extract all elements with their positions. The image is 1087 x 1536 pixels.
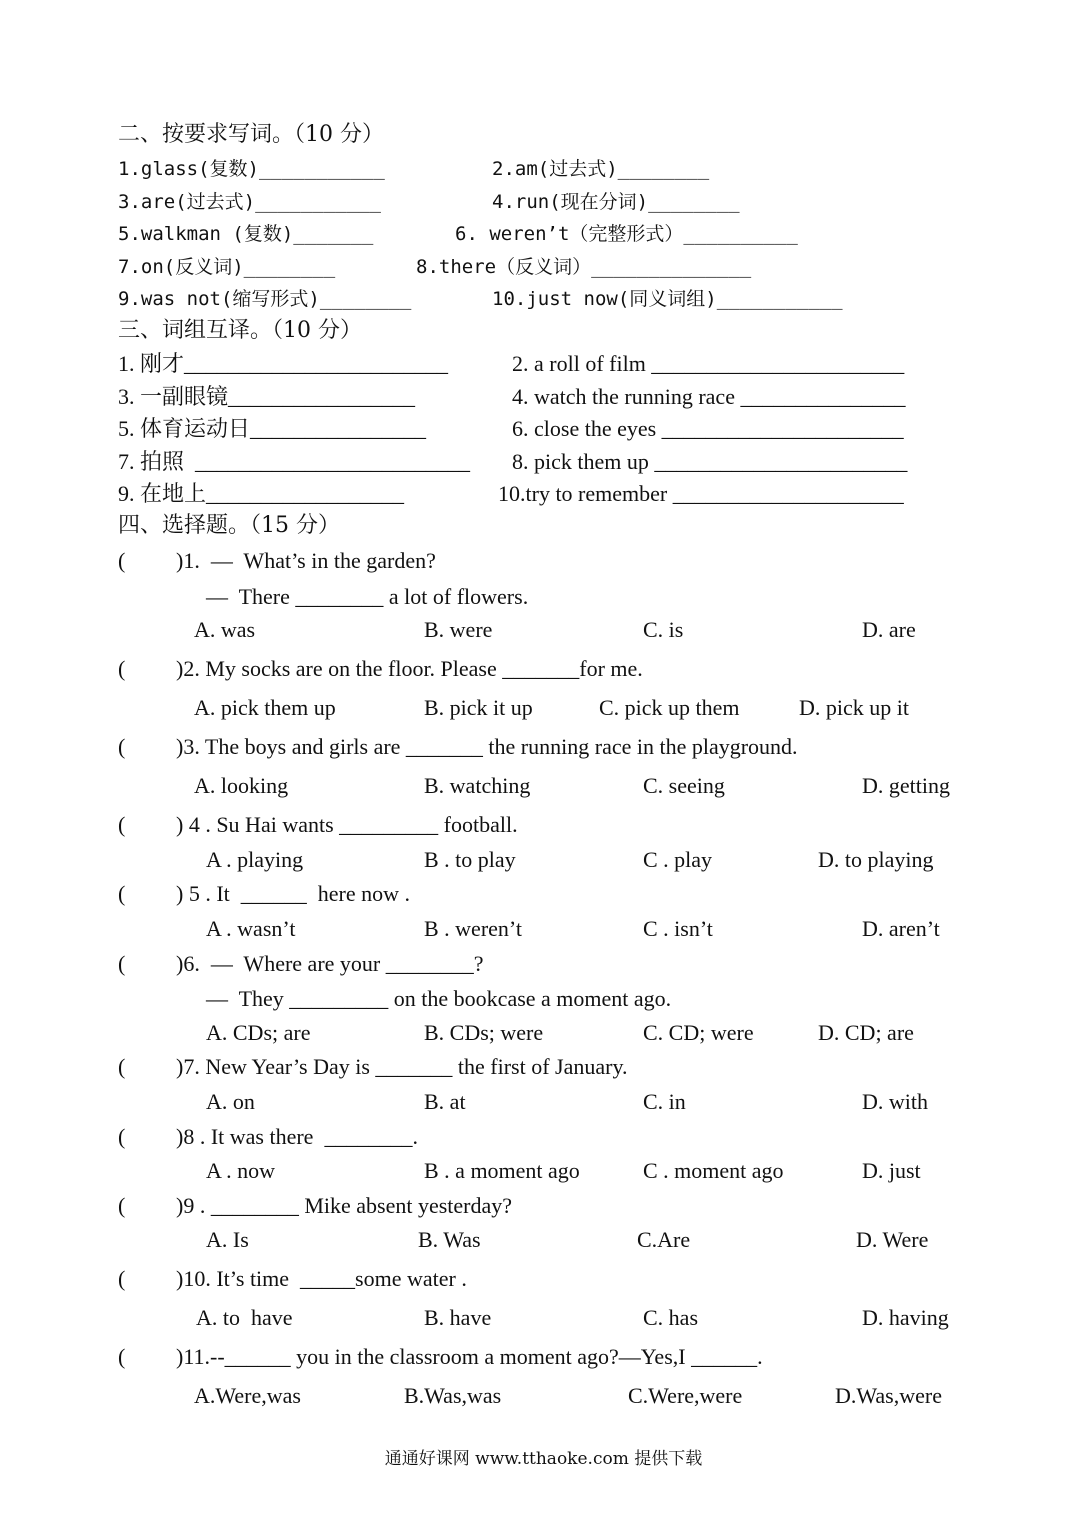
q4-option-a: A . playing bbox=[206, 847, 304, 872]
section3-heading: 三、词组互译。（10 分） bbox=[118, 318, 362, 343]
q1-option-a: A. was bbox=[194, 617, 256, 642]
section2-item-2: 2.am(过去式)________ bbox=[492, 158, 710, 180]
q5-option-c: C . isn’t bbox=[643, 916, 713, 941]
q4-option-c: C . play bbox=[643, 847, 713, 872]
q3-option-b: B. watching bbox=[424, 773, 531, 798]
q1-bracket: ( bbox=[118, 548, 126, 573]
section2-heading: 二、按要求写词。（10 分） bbox=[118, 122, 384, 147]
section2-item-3: 3.are(过去式)___________ bbox=[118, 191, 381, 213]
q7-option-a: A. on bbox=[206, 1089, 255, 1114]
q7-option-b: B. at bbox=[424, 1089, 466, 1114]
q5-option-d: D. aren’t bbox=[862, 916, 940, 941]
q4-option-d: D. to playing bbox=[818, 847, 934, 872]
q10-option-b: B. have bbox=[424, 1305, 492, 1330]
q2-option-d: D. pick up it bbox=[799, 695, 909, 720]
q5-option-b: B . weren’t bbox=[424, 916, 522, 941]
q9-option-d: D. Were bbox=[856, 1227, 929, 1252]
q4-bracket: ( bbox=[118, 812, 126, 837]
q5-option-a: A . wasn’t bbox=[206, 916, 296, 941]
q8-option-d: D. just bbox=[862, 1158, 921, 1183]
q3-option-d: D. getting bbox=[862, 773, 950, 798]
q8-option-b: B . a moment ago bbox=[424, 1158, 580, 1183]
q9-option-c: C.Are bbox=[637, 1227, 691, 1252]
q9-option-b: B. Was bbox=[418, 1227, 481, 1252]
q6-bracket: ( bbox=[118, 951, 126, 976]
q10-stem: )10. It’s time _____some water . bbox=[176, 1266, 467, 1291]
q6-option-c: C. CD; were bbox=[643, 1020, 754, 1045]
q3-option-c: C. seeing bbox=[643, 773, 725, 798]
q9-bracket: ( bbox=[118, 1193, 126, 1218]
q11-option-b: B.Was,was bbox=[404, 1383, 502, 1408]
q2-stem: )2. My socks are on the floor. Please _______for me. bbox=[176, 656, 643, 681]
q8-option-a: A . now bbox=[206, 1158, 276, 1183]
q7-bracket: ( bbox=[118, 1054, 126, 1079]
section3-item-10: 10.try to remember _____________________ bbox=[498, 481, 904, 506]
section3-item-7: 7. 拍照 _________________________ bbox=[118, 449, 471, 474]
q2-option-a: A. pick them up bbox=[194, 695, 336, 720]
q6-option-b: B. CDs; were bbox=[424, 1020, 544, 1045]
section2-item-9: 9.was not(缩写形式)________ bbox=[118, 288, 412, 310]
section2-item-4: 4.run(现在分词)________ bbox=[492, 191, 740, 213]
q9-option-a: A. Is bbox=[206, 1227, 249, 1252]
q1-option-b: B. were bbox=[424, 617, 493, 642]
q10-option-c: C. has bbox=[643, 1305, 698, 1330]
section3-item-3: 3. 一副眼镜_________________ bbox=[118, 384, 416, 409]
q6-option-a: A. CDs; are bbox=[206, 1020, 311, 1045]
q6-sub: — They _________ on the bookcase a moment ago. bbox=[206, 986, 672, 1011]
q9-stem: )9 . ________ Mike absent yesterday? bbox=[176, 1193, 513, 1218]
q7-option-c: C. in bbox=[643, 1089, 686, 1114]
q2-option-b: B. pick it up bbox=[424, 695, 533, 720]
section3-item-9: 9. 在地上__________________ bbox=[118, 481, 405, 506]
q4-option-b: B . to play bbox=[424, 847, 516, 872]
section3-item-5: 5. 体育运动日________________ bbox=[118, 416, 427, 441]
q3-bracket: ( bbox=[118, 734, 126, 759]
q10-option-a: A. to have bbox=[196, 1305, 293, 1330]
q1-option-d: D. are bbox=[862, 617, 916, 642]
section4-heading: 四、选择题。（15 分） bbox=[118, 513, 340, 538]
section3-item-8: 8. pick them up _______________________ bbox=[512, 449, 908, 474]
section3-item-1: 1. 刚才________________________ bbox=[118, 351, 449, 376]
q6-option-d: D. CD; are bbox=[818, 1020, 914, 1045]
q10-option-d: D. having bbox=[862, 1305, 949, 1330]
section2-item-1: 1.glass(复数)___________ bbox=[118, 158, 385, 180]
q3-option-a: A. looking bbox=[194, 773, 289, 798]
q11-option-c: C.Were,were bbox=[628, 1383, 743, 1408]
q8-stem: )8 . It was there ________. bbox=[176, 1124, 418, 1149]
section2-item-10: 10.just now(同义词组)___________ bbox=[492, 288, 843, 310]
page-footer: 通通好课网 www.tthaoke.com 提供下载 bbox=[384, 1449, 703, 1469]
q4-stem: ) 4 . Su Hai wants _________ football. bbox=[176, 812, 518, 837]
q11-stem: )11.--______ you in the classroom a moment ago?—Yes,I ______. bbox=[176, 1344, 763, 1369]
section2-item-5: 5.walkman (复数)_______ bbox=[118, 223, 374, 245]
q11-option-a: A.Were,was bbox=[194, 1383, 301, 1408]
q1-stem: )1. — What’s in the garden? bbox=[176, 548, 436, 573]
q3-stem: )3. The boys and girls are _______ the running race in the playground. bbox=[176, 734, 798, 759]
q5-bracket: ( bbox=[118, 881, 126, 906]
section2-item-8: 8.there（反义词）______________ bbox=[416, 256, 752, 278]
section3-item-4: 4. watch the running race _______________ bbox=[512, 384, 906, 409]
q7-stem: )7. New Year’s Day is _______ the first of January. bbox=[176, 1054, 628, 1079]
q1-sub: — There ________ a lot of flowers. bbox=[206, 584, 529, 609]
q11-bracket: ( bbox=[118, 1344, 126, 1369]
q6-stem: )6. — Where are your ________? bbox=[176, 951, 484, 976]
q10-bracket: ( bbox=[118, 1266, 126, 1291]
q8-bracket: ( bbox=[118, 1124, 126, 1149]
q2-option-c: C. pick up them bbox=[599, 695, 740, 720]
q2-bracket: ( bbox=[118, 656, 126, 681]
q11-option-d: D.Was,were bbox=[835, 1383, 942, 1408]
q5-stem: ) 5 . It ______ here now . bbox=[176, 881, 411, 906]
q8-option-c: C . moment ago bbox=[643, 1158, 784, 1183]
section3-item-6: 6. close the eyes ______________________ bbox=[512, 416, 904, 441]
section2-item-6: 6. weren’t（完整形式）__________ bbox=[455, 223, 798, 245]
section3-item-2: 2. a roll of film _______________________ bbox=[512, 351, 905, 376]
q1-option-c: C. is bbox=[643, 617, 684, 642]
q7-option-d: D. with bbox=[862, 1089, 928, 1114]
section2-item-7: 7.on(反义词)________ bbox=[118, 256, 336, 278]
